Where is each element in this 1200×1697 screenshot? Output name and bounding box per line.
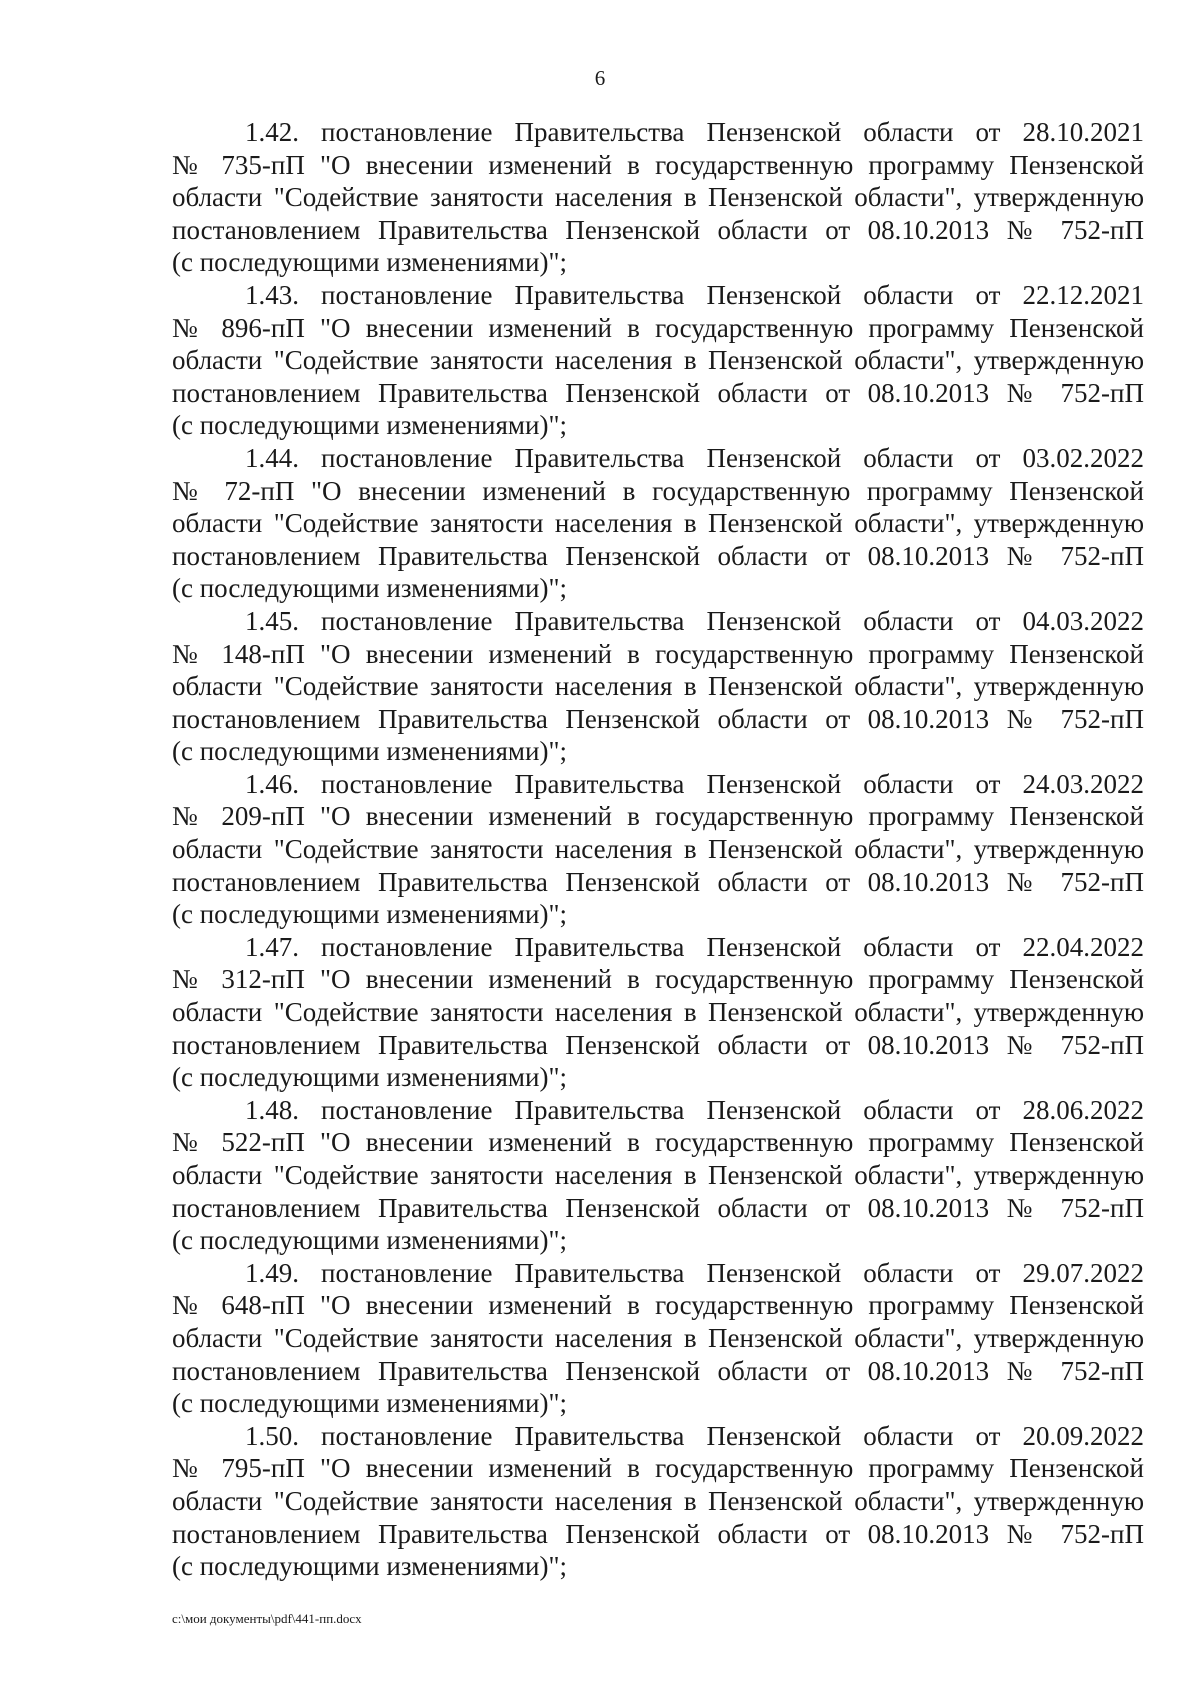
paragraph-line: постановлением Правительства Пензенской области от 08.10.2013 № 752-пП [172, 1029, 1144, 1060]
paragraph-line: 1.49. постановление Правительства Пензенской области от 29.07.2022 [245, 1257, 1144, 1288]
paragraph-line: 1.45. постановление Правительства Пензенской области от 04.03.2022 [245, 605, 1144, 636]
list-item-paragraph [172, 279, 1144, 442]
list-item-paragraph [172, 605, 1144, 768]
list-item-paragraph [172, 1094, 1144, 1257]
paragraph-line: № 795-пП "О внесении изменений в государственную программу Пензенской [172, 1453, 1144, 1484]
paragraph-line: (с последующими изменениями)"; [172, 1062, 567, 1093]
paragraph-line: области "Содействие занятости населения в Пензенской области", утвержденную [172, 345, 1144, 376]
paragraph-line: постановлением Правительства Пензенской области от 08.10.2013 № 752-пП [172, 540, 1144, 571]
paragraph-line: № 735-пП "О внесении изменений в государственную программу Пензенской [172, 149, 1144, 180]
paragraph-line: 1.42. постановление Правительства Пензенской области от 28.10.2021 [245, 117, 1144, 147]
paragraph-line: области "Содействие занятости населения в Пензенской области", утвержденную [172, 508, 1144, 539]
paragraph-line: 1.43. постановление Правительства Пензенской области от 22.12.2021 [245, 279, 1144, 310]
paragraph-line: № 148-пП "О внесении изменений в государственную программу Пензенской [172, 638, 1144, 669]
paragraph-line: № 896-пП "О внесении изменений в государственную программу Пензенской [172, 312, 1144, 343]
list-item-paragraph [172, 931, 1144, 1094]
paragraph-line: области "Содействие занятости населения в Пензенской области", утвержденную [172, 1160, 1144, 1190]
paragraph-line: (с последующими изменениями)"; [172, 410, 567, 441]
paragraph-line: (с последующими изменениями)"; [172, 736, 567, 767]
paragraph-line: 1.44. постановление Правительства Пензенской области от 03.02.2022 [245, 442, 1144, 473]
list-item-paragraph [172, 768, 1144, 931]
paragraph-line: № 312-пП "О внесении изменений в государственную программу Пензенской [172, 964, 1144, 995]
paragraph-line: (с последующими изменениями)"; [172, 1225, 567, 1256]
paragraph-line: области "Содействие занятости населения в Пензенской области", утвержденную [172, 834, 1144, 865]
paragraph-line: (с последующими изменениями)"; [172, 247, 567, 278]
paragraph-line: области "Содействие занятости населения в Пензенской области", утвержденную [172, 671, 1144, 702]
paragraph-line: № 648-пП "О внесении изменений в государственную программу Пензенской [172, 1290, 1144, 1321]
list-item-paragraph [172, 1257, 1144, 1420]
paragraph-line: постановлением Правительства Пензенской области от 08.10.2013 № 752-пП [172, 214, 1144, 245]
list-item-paragraph [172, 442, 1144, 605]
paragraph-line: постановлением Правительства Пензенской области от 08.10.2013 № 752-пП [172, 377, 1144, 408]
paragraph-line: области "Содействие занятости населения в Пензенской области", утвержденную [172, 1485, 1144, 1516]
paragraph-line: № 209-пП "О внесении изменений в государственную программу Пензенской [172, 801, 1144, 832]
paragraph-line: (с последующими изменениями)"; [172, 573, 567, 604]
paragraph-line: постановлением Правительства Пензенской области от 08.10.2013 № 752-пП [172, 1355, 1144, 1386]
paragraph-line: 1.48. постановление Правительства Пензенской области от 28.06.2022 [245, 1094, 1144, 1125]
paragraph-line: 1.47. постановление Правительства Пензенской области от 22.04.2022 [245, 931, 1144, 962]
paragraph-line: 1.46. постановление Правительства Пензенской области от 24.03.2022 [245, 768, 1144, 799]
paragraph-line: постановлением Правительства Пензенской области от 08.10.2013 № 752-пП [172, 1192, 1144, 1223]
paragraph-line: постановлением Правительства Пензенской области от 08.10.2013 № 752-пП [172, 866, 1144, 897]
paragraph-line: области "Содействие занятости населения в Пензенской области", утвержденную [172, 1322, 1144, 1353]
paragraph-line: области "Содействие занятости населения в Пензенской области", утвержденную [172, 182, 1144, 213]
paragraph-line: (с последующими изменениями)"; [172, 899, 567, 930]
paragraph-line: 1.50. постановление Правительства Пензенской области от 20.09.2022 [245, 1420, 1144, 1451]
footer-file-path: c:\мои документы\pdf\441-пп.docx [172, 1611, 362, 1626]
paragraph-line: постановлением Правительства Пензенской области от 08.10.2013 № 752-пП [172, 703, 1144, 734]
paragraph-line: области "Содействие занятости населения в Пензенской области", утвержденную [172, 997, 1144, 1028]
list-item-paragraph [172, 116, 1144, 279]
paragraph-line: постановлением Правительства Пензенской области от 08.10.2013 № 752-пП [172, 1518, 1144, 1549]
paragraph-line: (с последующими изменениями)"; [172, 1551, 567, 1582]
document-body [172, 116, 1144, 1583]
paragraph-line: № 72-пП "О внесении изменений в государственную программу Пензенской [172, 475, 1144, 506]
paragraph-line: (с последующими изменениями)"; [172, 1388, 567, 1419]
paragraph-line: № 522-пП "О внесении изменений в государственную программу Пензенской [172, 1127, 1144, 1158]
page-number: 6 [594, 66, 606, 90]
list-item-paragraph [172, 1420, 1144, 1583]
